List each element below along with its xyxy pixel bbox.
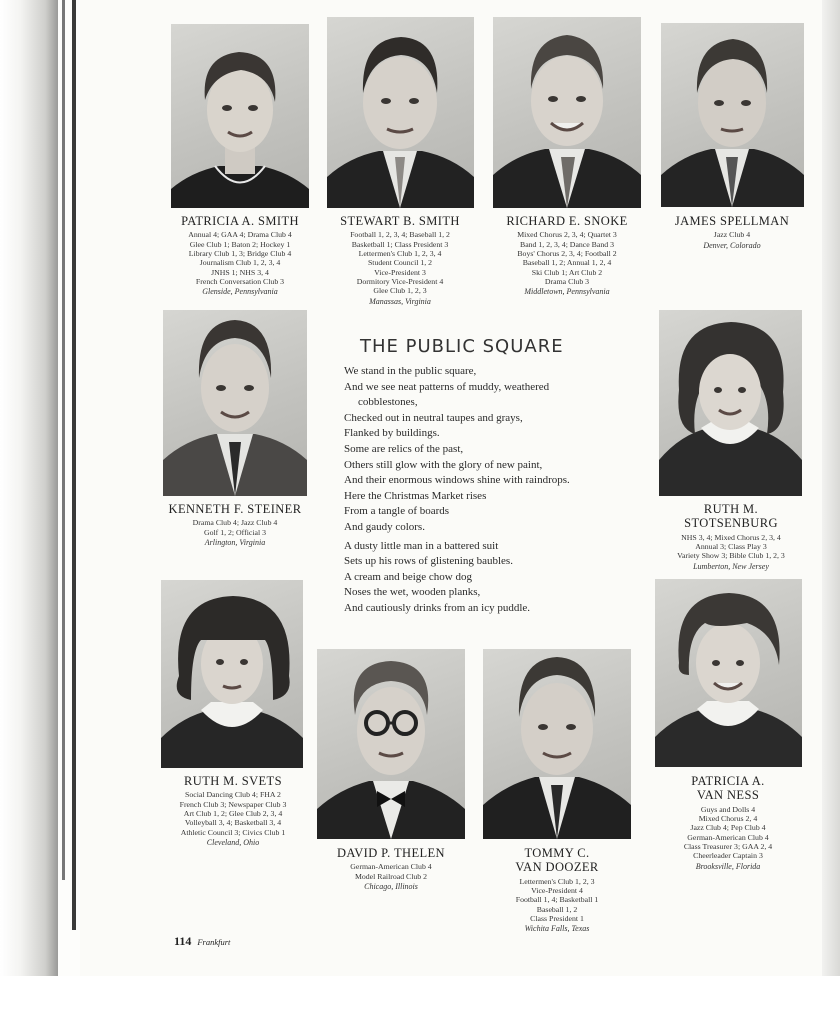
student-activity: Lettermen's Club 1, 2, 3, 4 [358,249,442,259]
portrait-tommy-van-doozer [483,649,631,839]
caption-patricia-smith [150,214,330,297]
student-hometown: Manassas, Virginia [369,296,431,306]
poem-line: Some are relics of the past, [344,442,464,455]
poem-line: cobblestones, [358,396,418,409]
student-name: RICHARD E. SNOKE [506,214,628,228]
student-activity: Jazz Club 4; Pep Club 4 [690,823,766,833]
student-hometown: Brooksville, Florida [695,861,761,871]
student-hometown: Glenside, Pennsylvania [202,287,278,297]
student-activity: Football 1, 2, 3, 4; Baseball 1, 2 [350,230,450,240]
poem-line: And their enormous windows shine with raindrops. [344,474,570,487]
portrait-ruth-stotsenburg [659,310,802,496]
portrait-david-thelen [317,649,465,839]
poem-line: A cream and beige chow dog [344,570,472,583]
student-activity: Dormitory Vice-President 4 [356,277,444,287]
student-name: DAVID P. THELEN [337,846,445,860]
student-activity: Golf 1, 2; Official 3 [203,527,266,537]
student-name: RUTH M. SVETS [184,774,282,788]
student-activity: Baseball 1, 2; Annual 1, 2, 4 [522,258,612,268]
portrait-james-spellman [661,23,804,207]
student-activity: Mixed Chorus 2, 3, 4; Quartet 3 [517,230,617,240]
poem-body [344,364,644,617]
poem-title: THE PUBLIC SQUARE [360,336,564,357]
portrait-patricia-smith [171,24,309,208]
student-activity: Guys and Dolls 4 [700,804,756,814]
student-hometown: Middletown, Pennsylvania [524,287,610,297]
poem-line: Flanked by buildings. [344,427,440,440]
student-activity: Football 1, 4; Basketball 1 [515,895,599,905]
student-activity: Boys' Chorus 2, 3, 4; Football 2 [517,249,617,259]
caption-stewart-smith [310,214,490,306]
portrait-richard-snoke [493,17,641,208]
caption-richard-snoke [477,214,657,297]
student-activity: Athletic Council 3; Civics Club 1 [180,827,286,837]
student-activity: Basketball 1; Class President 3 [351,239,449,249]
student-name: JAMES SPELLMAN [674,214,790,228]
student-activity: Journalism Club 1, 2, 3, 4 [199,258,281,268]
student-hometown: Arlington, Virginia [204,538,266,548]
student-activity: Class Treasurer 3; GAA 2, 4 [683,842,773,852]
portrait-stewart-smith [327,17,474,208]
book-spine-line [72,0,76,930]
student-activity: German-American Club 4 [687,832,769,842]
caption-kenneth-steiner [144,502,326,547]
book-binding-shadow [0,0,58,1024]
student-name-line: TOMMY C. [524,846,590,860]
poem-line: And gaudy colors. [344,520,425,533]
caption-ruth-svets [142,774,324,847]
student-hometown: Denver, Colorado [703,240,761,250]
portrait-ruth-svets [161,580,303,768]
student-name-line: VAN NESS [696,788,760,803]
poem-line: From a tangle of boards [344,505,450,518]
student-hometown: Wichita Falls, Texas [524,924,590,934]
student-activity: Vice-President 4 [531,886,583,896]
poem-line: Sets up his rows of glistening baubles. [344,555,513,568]
poem-line: And cautiously drinks from an icy puddle. [344,601,531,614]
student-activity: Class President 1 [530,914,584,924]
poem-line: And we see neat patterns of muddy, weathered [344,380,550,393]
page-bottom-margin [0,976,840,1024]
caption-james-spellman [642,214,822,250]
student-name-line: STOTSENBURG [684,516,778,531]
student-activity: Student Council 1, 2 [367,258,433,268]
section-name: Frankfurt [197,937,231,947]
student-name-line: RUTH M. [703,502,759,516]
caption-patricia-van-ness [637,774,819,871]
poem-line: Others still glow with the glory of new paint, [344,458,543,471]
student-activity: French Club 3; Newspaper Club 3 [179,799,287,809]
student-activity: Mixed Chorus 2, 4 [698,814,758,824]
portrait-patricia-van-ness [655,579,802,767]
caption-david-thelen [300,846,482,891]
page-right-edge [822,0,840,976]
student-activity: Baseball 1, 2 [536,904,578,914]
caption-ruth-stotsenburg [640,502,822,571]
student-activity: Glee Club 1; Baton 2; Hockey 1 [189,239,291,249]
student-hometown: Cleveland, Ohio [206,838,260,848]
student-activity: Annual 4; GAA 4; Drama Club 4 [188,230,292,240]
student-activity: JNHS 1; NHS 3, 4 [211,267,269,277]
portrait-kenneth-steiner [163,310,307,496]
student-activity: Drama Club 3 [544,277,590,287]
student-activity: Vice-President 3 [374,267,426,277]
poem-line: We stand in the public square, [344,365,477,377]
poem-line: A dusty little man in a battered suit [344,539,499,552]
student-activity: Ski Club 1; Art Club 2 [531,267,603,277]
student-activity: Lettermen's Club 1, 2, 3 [519,876,595,886]
student-activity: Drama Club 4; Jazz Club 4 [192,518,278,528]
student-hometown: Chicago, Illinois [364,882,418,892]
poem-line: Here the Christmas Market rises [344,489,487,502]
student-activity: Volleyball 3, 4; Basketball 3, 4 [184,818,282,828]
student-name: STEWART B. SMITH [340,214,460,228]
student-name: PATRICIA A. SMITH [181,214,299,228]
student-activity: French Conversation Club 3 [195,277,285,287]
student-activity: Annual 3; Class Play 3 [695,542,767,552]
student-name: KENNETH F. STEINER [168,502,302,516]
student-activity: Glee Club 1, 2, 3 [373,286,427,296]
student-activity: NHS 3, 4; Mixed Chorus 2, 3, 4 [681,532,781,542]
student-activity: Cheerleader Captain 3 [693,851,763,861]
student-activity: German-American Club 4 [350,862,432,872]
poem-line: Noses the wet, wooden planks, [344,586,481,599]
book-spine-edge [62,0,65,880]
page-folio [174,934,230,949]
student-hometown: Lumberton, New Jersey [693,561,769,571]
student-activity: Band 1, 2, 3, 4; Dance Band 3 [520,239,614,249]
page-number: 114 [174,934,192,948]
student-activity: Jazz Club 4 [713,230,751,240]
student-activity: Social Dancing Club 4; FHA 2 [185,790,281,800]
caption-tommy-van-doozer [466,846,648,934]
student-activity: Art Club 1, 2; Glee Club 2, 3, 4 [183,809,283,819]
student-name-line: VAN DOOZER [515,860,599,875]
student-activity: Model Railroad Club 2 [354,871,428,881]
poem-line: Checked out in neutral taupes and grays, [344,411,523,424]
student-activity: Variety Show 3; Bible Club 1, 2, 3 [677,551,785,561]
student-activity: Library Club 1, 3; Bridge Club 4 [188,249,292,259]
student-name-line: PATRICIA A. [691,774,765,788]
